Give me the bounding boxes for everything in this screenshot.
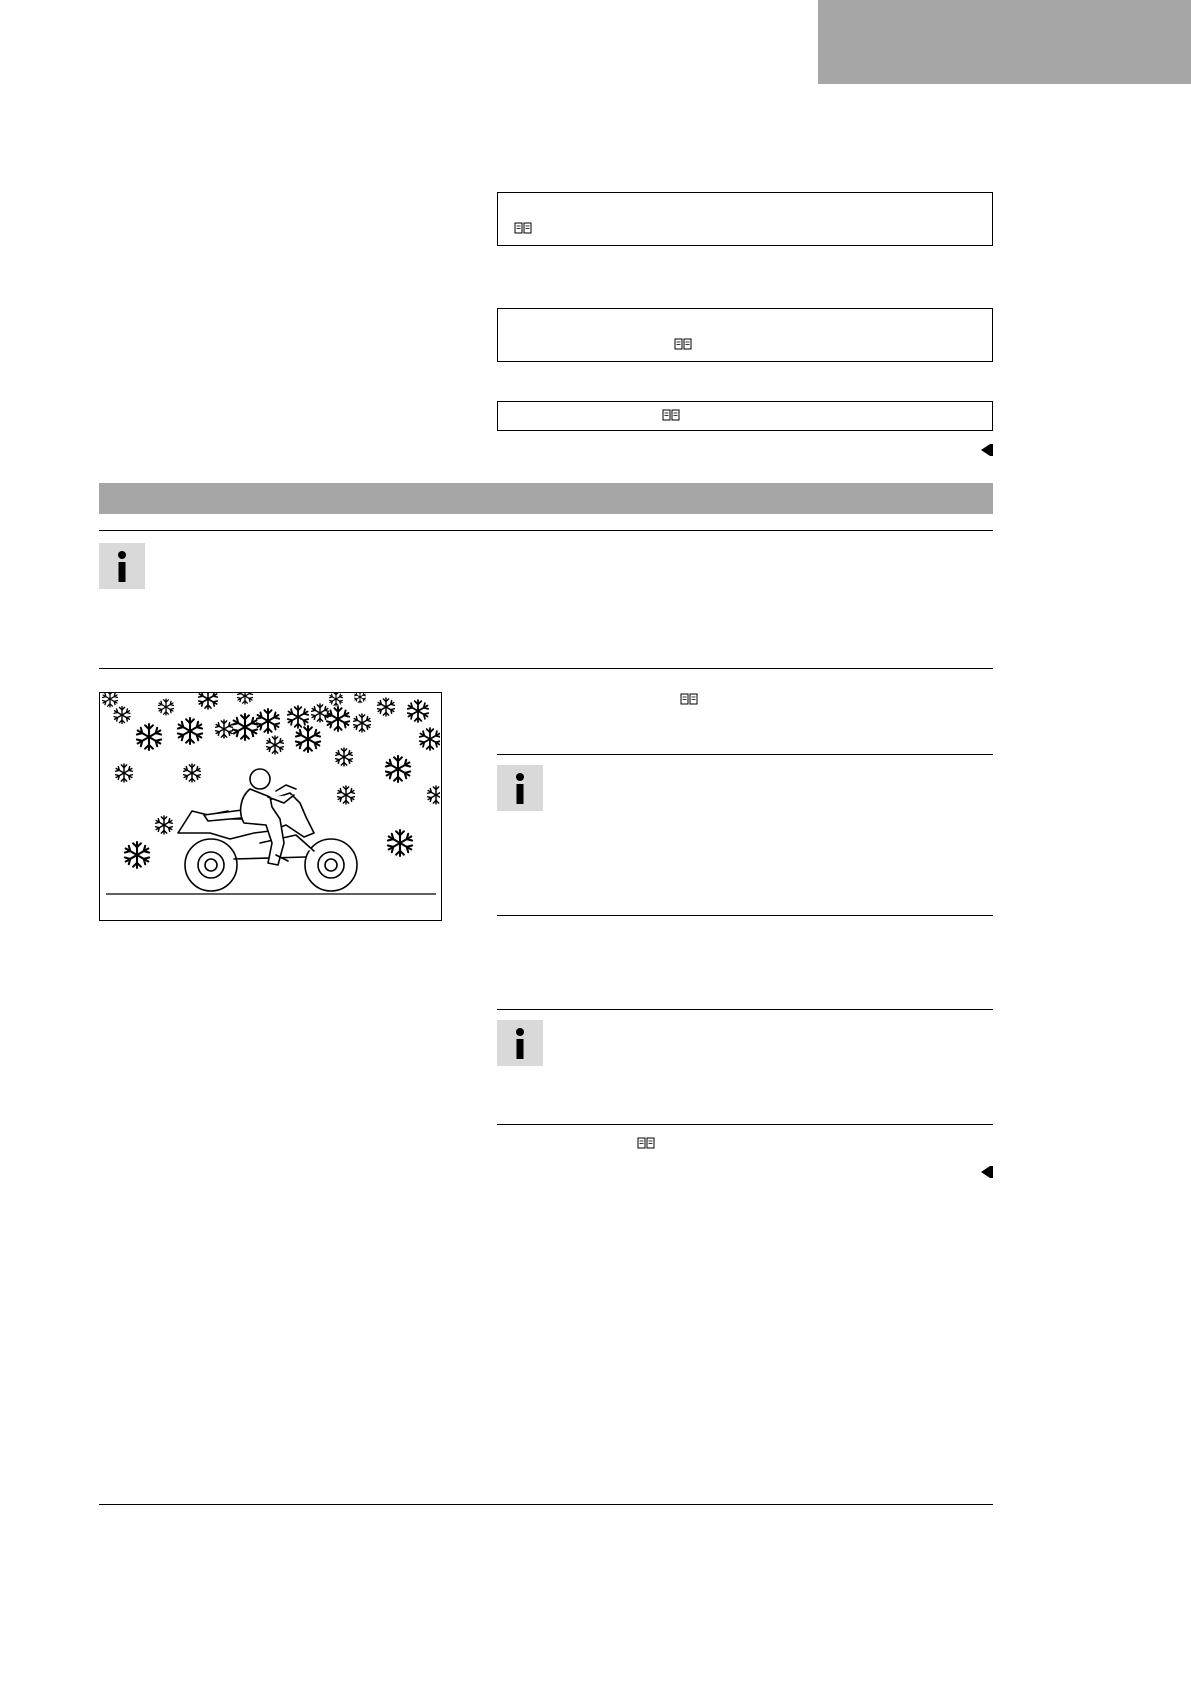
end-of-section-marker	[981, 444, 990, 456]
illustration-quad-in-snow	[99, 692, 442, 921]
info-icon	[497, 765, 543, 811]
note-top-rule	[99, 530, 993, 531]
note-top-rule	[497, 754, 993, 755]
quad-rider-illustration	[100, 693, 440, 919]
spec-box-3	[497, 401, 993, 431]
info-icon	[99, 543, 145, 589]
book-reference-icon	[637, 1136, 655, 1150]
note-bottom-rule	[497, 915, 993, 916]
book-reference-icon	[662, 408, 680, 422]
book-reference-icon	[680, 692, 698, 706]
chapter-tab	[818, 0, 1191, 84]
note-top-rule	[497, 1009, 993, 1010]
book-reference-icon	[514, 221, 532, 235]
end-of-section-marker	[981, 1166, 990, 1178]
note-bottom-rule	[497, 1124, 993, 1125]
spec-box-1	[497, 192, 993, 246]
section-header-bar	[99, 483, 993, 514]
note-bottom-rule	[99, 668, 993, 669]
book-reference-icon	[674, 337, 692, 351]
spec-box-2	[497, 308, 993, 362]
quad-bike	[178, 769, 357, 891]
footer-rule	[99, 1504, 993, 1505]
info-icon	[497, 1020, 543, 1066]
